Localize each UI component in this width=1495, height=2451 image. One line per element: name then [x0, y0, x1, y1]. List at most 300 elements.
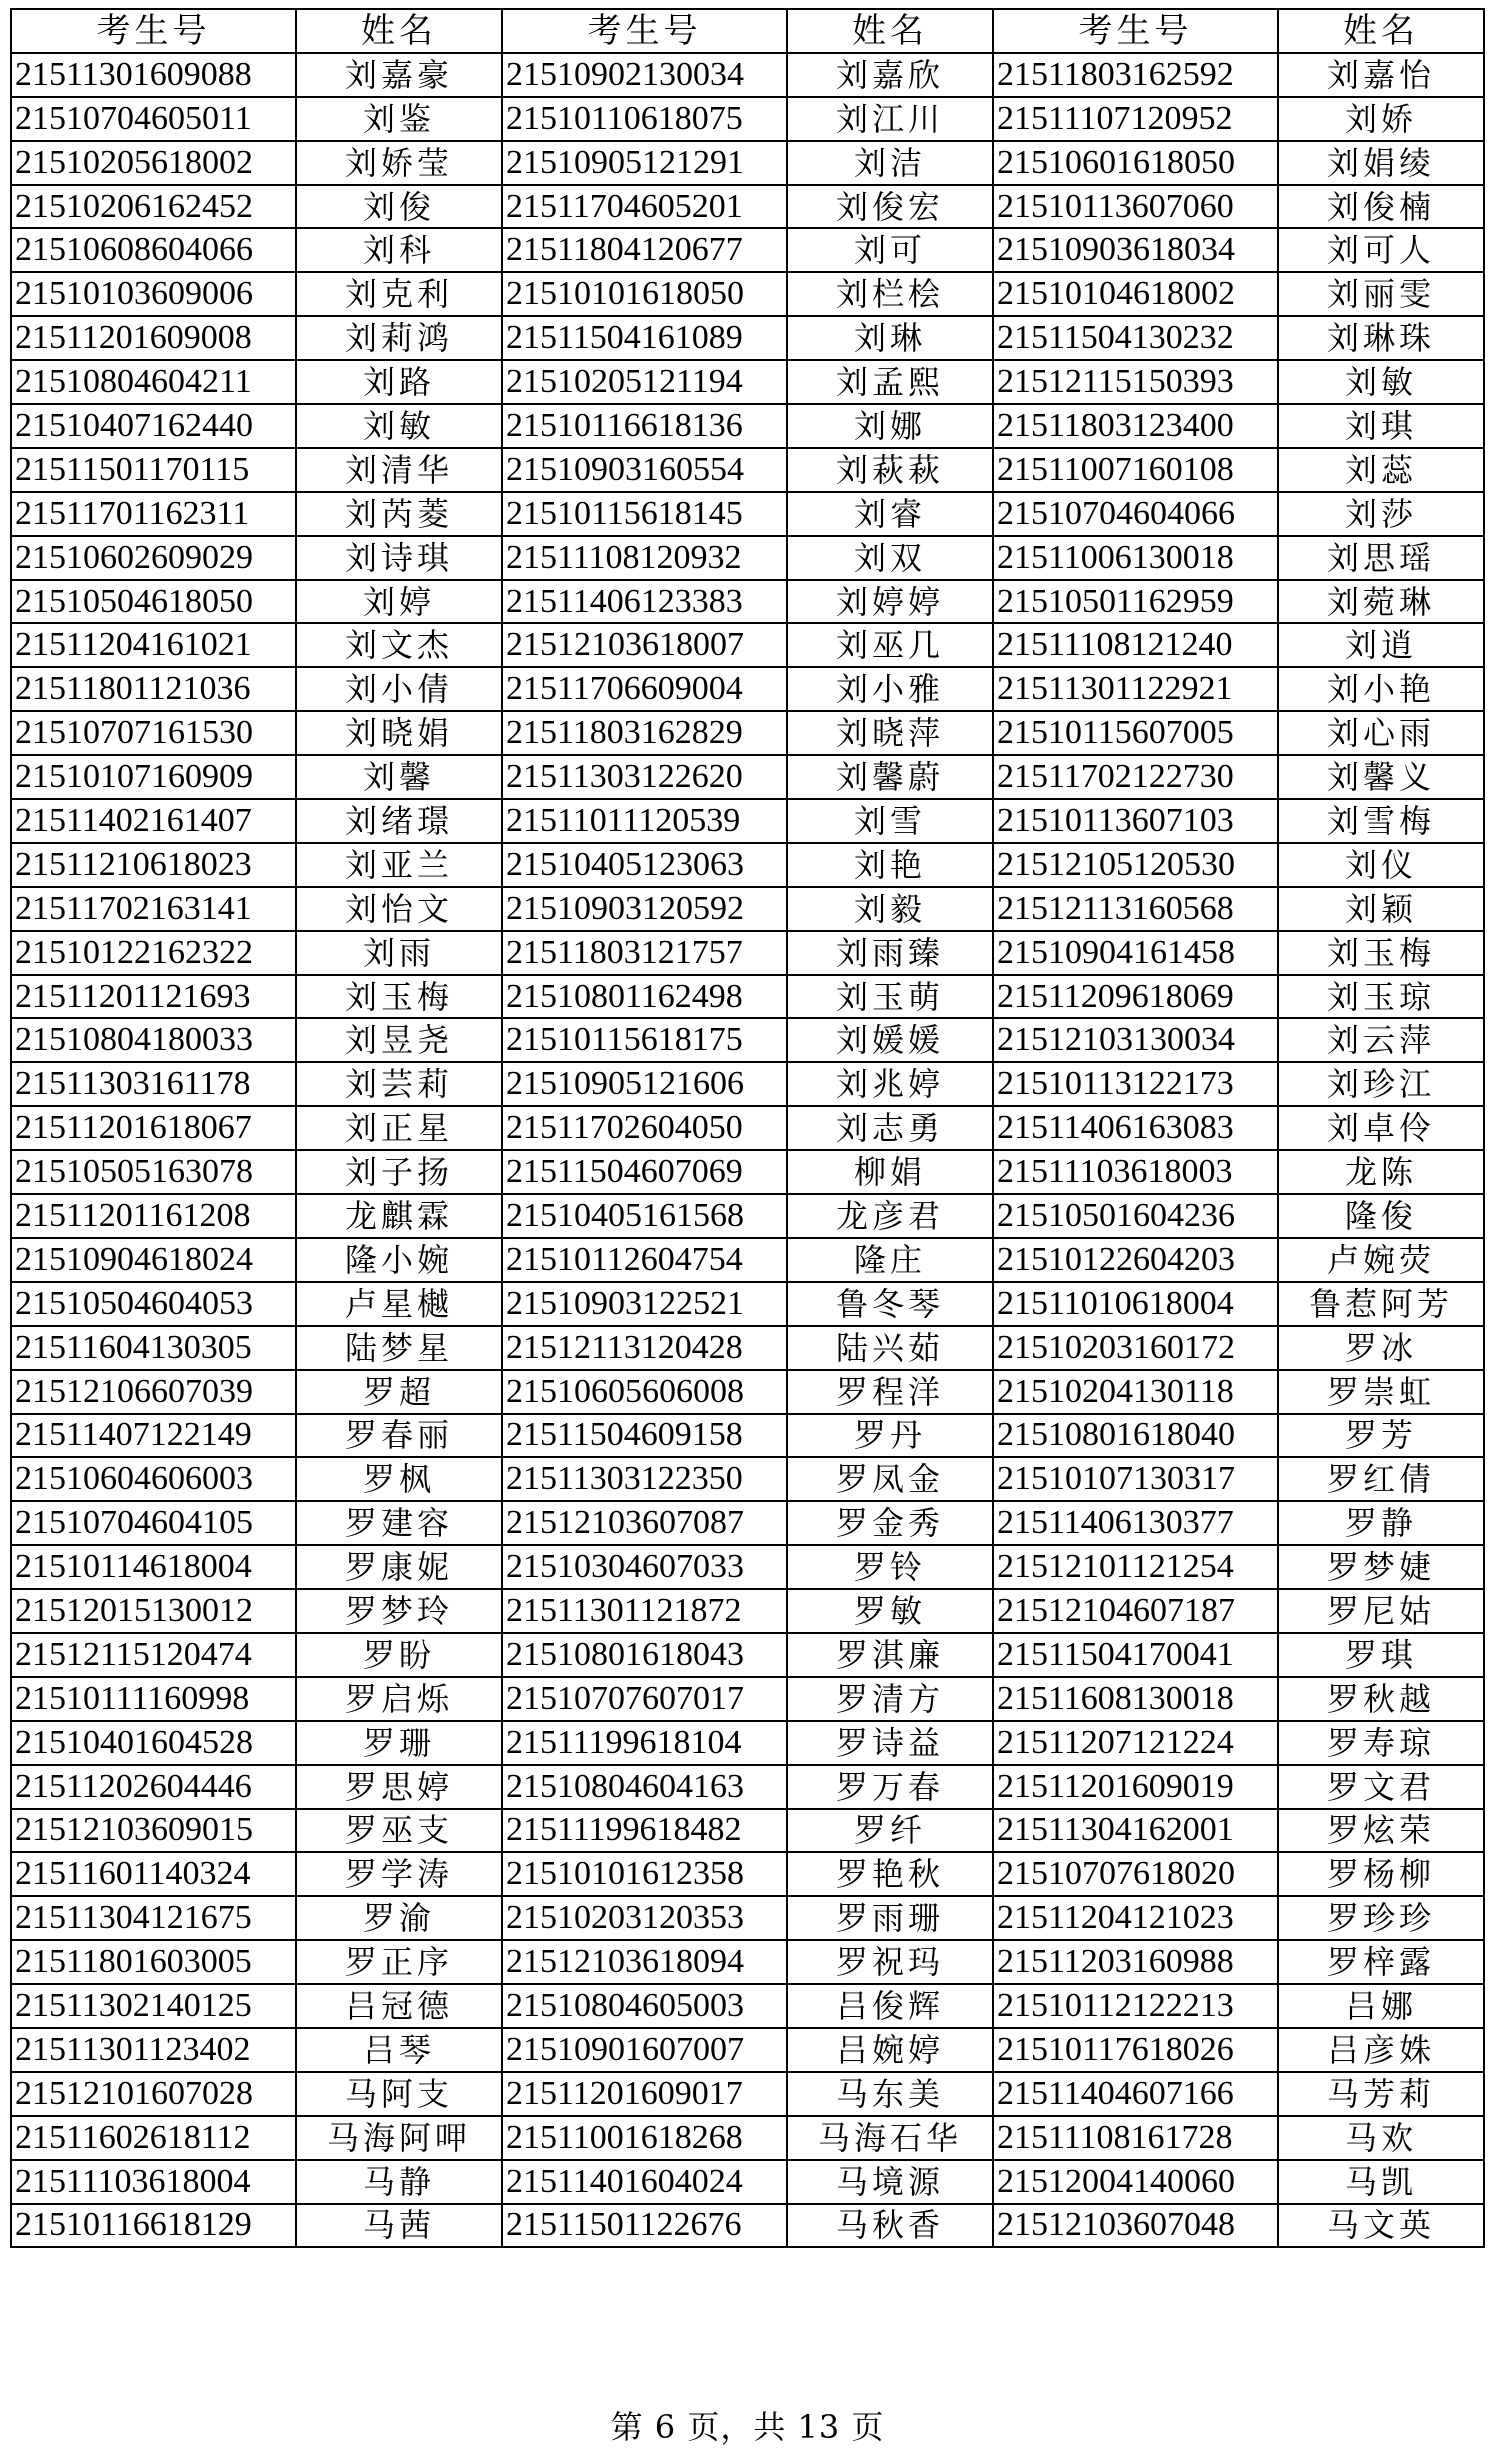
table-row [11, 141, 1484, 185]
header-name: 姓名 [296, 9, 502, 53]
candidate-name-cell: 刘婷 [296, 580, 502, 624]
candidate-name-cell: 刘洁 [787, 141, 993, 185]
candidate-name-cell: 刘云萍 [1278, 1018, 1484, 1062]
candidate-name-cell: 陆梦星 [296, 1326, 502, 1370]
header-name: 姓名 [1278, 9, 1484, 53]
exam-number-cell: 21510901607007 [502, 2028, 787, 2072]
candidate-name-cell: 吕琴 [296, 2028, 502, 2072]
exam-number-cell: 21510113607103 [993, 799, 1278, 843]
exam-number-cell: 21510704604066 [993, 492, 1278, 536]
exam-number-cell: 21511201609019 [993, 1765, 1278, 1809]
exam-number-cell: 21511201121693 [11, 975, 296, 1019]
candidate-name-cell: 刘仪 [1278, 843, 1484, 887]
exam-number-cell: 21510902130034 [502, 53, 787, 97]
table-body [11, 53, 1484, 2248]
exam-number-cell: 21510501162959 [993, 580, 1278, 624]
exam-number-cell: 21511303161178 [11, 1062, 296, 1106]
exam-number-cell: 21511406163083 [993, 1106, 1278, 1150]
exam-number-cell: 21511209618069 [993, 975, 1278, 1019]
table-row [11, 360, 1484, 404]
exam-number-cell: 21511302140125 [11, 1984, 296, 2028]
candidate-name-cell: 罗诗益 [787, 1721, 993, 1765]
candidate-name-cell: 刘芮菱 [296, 492, 502, 536]
candidate-name-cell: 刘诗琪 [296, 536, 502, 580]
candidate-name-cell: 罗寿琼 [1278, 1721, 1484, 1765]
exam-number-cell: 21511406130377 [993, 1501, 1278, 1545]
candidate-name-cell: 罗学涛 [296, 1852, 502, 1896]
exam-number-cell: 21511301121872 [502, 1589, 787, 1633]
table-row [11, 1633, 1484, 1677]
exam-number-cell: 21510112604754 [502, 1238, 787, 1282]
exam-number-cell: 21510903120592 [502, 887, 787, 931]
candidate-name-cell: 罗梦玲 [296, 1589, 502, 1633]
candidate-name-cell: 鲁惹阿芳 [1278, 1282, 1484, 1326]
candidate-name-cell: 刘莎 [1278, 492, 1484, 536]
exam-number-cell: 21510401604528 [11, 1721, 296, 1765]
table-row [11, 843, 1484, 887]
exam-number-cell: 21512101121254 [993, 1545, 1278, 1589]
candidate-name-cell: 刘俊 [296, 185, 502, 229]
exam-number-cell: 21511199618482 [502, 1809, 787, 1853]
candidate-name-cell: 刘萩萩 [787, 448, 993, 492]
candidate-name-cell: 罗冰 [1278, 1326, 1484, 1370]
exam-number-cell: 21511501170115 [11, 448, 296, 492]
exam-number-cell: 21510707607017 [502, 1677, 787, 1721]
exam-number-cell: 21511201609008 [11, 316, 296, 360]
candidate-name-cell: 刘娟绫 [1278, 141, 1484, 185]
candidate-name-cell: 马静 [296, 2160, 502, 2204]
candidate-name-cell: 刘绪璟 [296, 799, 502, 843]
candidate-name-cell: 刘科 [296, 228, 502, 272]
exam-number-cell: 21510115618175 [502, 1018, 787, 1062]
candidate-name-cell: 罗尼姑 [1278, 1589, 1484, 1633]
exam-number-cell: 21511304121675 [11, 1896, 296, 1940]
exam-number-cell: 21511108120932 [502, 536, 787, 580]
candidate-name-cell: 刘琳珠 [1278, 316, 1484, 360]
candidate-name-cell: 刘小艳 [1278, 667, 1484, 711]
candidate-name-cell: 刘嘉欣 [787, 53, 993, 97]
table-row [11, 185, 1484, 229]
exam-number-cell: 21511199618104 [502, 1721, 787, 1765]
candidate-name-cell: 刘媛媛 [787, 1018, 993, 1062]
exam-number-cell: 21510608604066 [11, 228, 296, 272]
candidate-name-cell: 罗金秀 [787, 1501, 993, 1545]
candidate-name-cell: 罗清方 [787, 1677, 993, 1721]
exam-number-cell: 21512103618094 [502, 1940, 787, 1984]
exam-number-cell: 21512101607028 [11, 2072, 296, 2116]
candidate-name-cell: 罗祝玛 [787, 1940, 993, 1984]
exam-number-cell: 21511007160108 [993, 448, 1278, 492]
exam-number-cell: 21510905121606 [502, 1062, 787, 1106]
exam-number-cell: 21510801162498 [502, 975, 787, 1019]
candidate-name-cell: 刘子扬 [296, 1150, 502, 1194]
candidate-name-cell: 刘克利 [296, 272, 502, 316]
table-row [11, 623, 1484, 667]
exam-number-cell: 21511501122676 [502, 2204, 787, 2248]
exam-number-cell: 21511706609004 [502, 667, 787, 711]
exam-number-cell: 21511602618112 [11, 2116, 296, 2160]
candidate-name-cell: 刘志勇 [787, 1106, 993, 1150]
exam-number-cell: 21510203160172 [993, 1326, 1278, 1370]
table-row [11, 1062, 1484, 1106]
candidate-name-cell: 刘莉鸿 [296, 316, 502, 360]
exam-number-cell: 21511803162592 [993, 53, 1278, 97]
table-row [11, 1370, 1484, 1414]
table-row [11, 1677, 1484, 1721]
candidate-name-cell: 罗铃 [787, 1545, 993, 1589]
exam-number-cell: 21510501604236 [993, 1194, 1278, 1238]
candidate-name-cell: 隆庄 [787, 1238, 993, 1282]
table-row [11, 2072, 1484, 2116]
exam-number-cell: 21512103618007 [502, 623, 787, 667]
exam-number-cell: 21512103607048 [993, 2204, 1278, 2248]
exam-number-cell: 21510205618002 [11, 141, 296, 185]
exam-number-cell: 21511504161089 [502, 316, 787, 360]
candidate-name-cell: 罗珊 [296, 1721, 502, 1765]
header-name: 姓名 [787, 9, 993, 53]
table-row [11, 97, 1484, 141]
candidate-name-cell: 罗康妮 [296, 1545, 502, 1589]
candidate-name-cell: 刘小雅 [787, 667, 993, 711]
exam-number-cell: 21510117618026 [993, 2028, 1278, 2072]
table-row [11, 53, 1484, 97]
candidate-name-cell: 刘巫几 [787, 623, 993, 667]
candidate-name-cell: 刘馨义 [1278, 755, 1484, 799]
exam-number-cell: 21510203120353 [502, 1896, 787, 1940]
exam-number-cell: 21512103607087 [502, 1501, 787, 1545]
exam-number-cell: 21512113120428 [502, 1326, 787, 1370]
candidate-name-cell: 马阿支 [296, 2072, 502, 2116]
exam-number-cell: 21511704605201 [502, 185, 787, 229]
candidate-name-cell: 刘逍 [1278, 623, 1484, 667]
exam-number-cell: 21510101618050 [502, 272, 787, 316]
exam-number-cell: 21510122162322 [11, 931, 296, 975]
exam-number-cell: 21511201161208 [11, 1194, 296, 1238]
candidate-name-cell: 刘敏 [1278, 360, 1484, 404]
exam-number-cell: 21511301609088 [11, 53, 296, 97]
table-row [11, 536, 1484, 580]
candidate-name-cell: 吕婉婷 [787, 2028, 993, 2072]
exam-number-cell: 21510103609006 [11, 272, 296, 316]
exam-number-cell: 21512115150393 [993, 360, 1278, 404]
exam-number-cell: 21511108161728 [993, 2116, 1278, 2160]
exam-number-cell: 21511608130018 [993, 1677, 1278, 1721]
exam-number-cell: 21511107120952 [993, 97, 1278, 141]
table-row [11, 1765, 1484, 1809]
exam-number-cell: 21511006130018 [993, 536, 1278, 580]
candidate-name-cell: 罗梦婕 [1278, 1545, 1484, 1589]
exam-number-cell: 21511201609017 [502, 2072, 787, 2116]
table-row [11, 1721, 1484, 1765]
exam-number-cell: 21511504130232 [993, 316, 1278, 360]
candidate-name-cell: 刘馨蔚 [787, 755, 993, 799]
exam-number-cell: 21511011120539 [502, 799, 787, 843]
exam-number-cell: 21511010618004 [993, 1282, 1278, 1326]
exam-number-cell: 21512105120530 [993, 843, 1278, 887]
exam-number-cell: 21512103609015 [11, 1809, 296, 1853]
exam-number-cell: 21510804605003 [502, 1984, 787, 2028]
candidate-name-cell: 吕彦姝 [1278, 2028, 1484, 2072]
exam-number-cell: 21510903160554 [502, 448, 787, 492]
candidate-name-cell: 刘卓伶 [1278, 1106, 1484, 1150]
candidate-name-cell: 陆兴茹 [787, 1326, 993, 1370]
candidate-name-cell: 刘馨 [296, 755, 502, 799]
candidate-name-cell: 罗静 [1278, 1501, 1484, 1545]
table-row [11, 448, 1484, 492]
table-row [11, 1018, 1484, 1062]
table-row [11, 404, 1484, 448]
candidate-name-cell: 刘可 [787, 228, 993, 272]
exam-number-cell: 21510405123063 [502, 843, 787, 887]
candidate-name-cell: 刘娇莹 [296, 141, 502, 185]
table-row [11, 1852, 1484, 1896]
exam-number-cell: 21512103130034 [993, 1018, 1278, 1062]
exam-number-cell: 21511401604024 [502, 2160, 787, 2204]
candidate-name-cell: 马东美 [787, 2072, 993, 2116]
table-row [11, 1809, 1484, 1853]
exam-number-cell: 21511301123402 [11, 2028, 296, 2072]
exam-number-cell: 21510205121194 [502, 360, 787, 404]
exam-number-cell: 21511702604050 [502, 1106, 787, 1150]
exam-number-cell: 21510505163078 [11, 1150, 296, 1194]
candidate-name-cell: 刘雨 [296, 931, 502, 975]
candidate-name-cell: 刘雪梅 [1278, 799, 1484, 843]
exam-number-cell: 21511504170041 [993, 1633, 1278, 1677]
candidate-name-cell: 罗梓露 [1278, 1940, 1484, 1984]
candidate-name-cell: 罗正序 [296, 1940, 502, 1984]
exam-number-cell: 21511204121023 [993, 1896, 1278, 1940]
table-row [11, 755, 1484, 799]
table-row [11, 1106, 1484, 1150]
candidate-name-cell: 刘小倩 [296, 667, 502, 711]
exam-number-cell: 21510113607060 [993, 185, 1278, 229]
candidate-name-cell: 罗建容 [296, 1501, 502, 1545]
exam-number-cell: 21510904618024 [11, 1238, 296, 1282]
candidate-name-cell: 刘琳 [787, 316, 993, 360]
exam-number-cell: 21512015130012 [11, 1589, 296, 1633]
exam-number-cell: 21510204130118 [993, 1370, 1278, 1414]
exam-number-cell: 21510107160909 [11, 755, 296, 799]
table-row [11, 1282, 1484, 1326]
exam-number-cell: 21511303122350 [502, 1457, 787, 1501]
exam-number-cell: 21510801618043 [502, 1633, 787, 1677]
exam-number-cell: 21510115618145 [502, 492, 787, 536]
exam-number-cell: 21510707161530 [11, 711, 296, 755]
exam-number-cell: 21511504607069 [502, 1150, 787, 1194]
table-row [11, 1545, 1484, 1589]
candidate-name-cell: 刘文杰 [296, 623, 502, 667]
exam-number-cell: 21510804604211 [11, 360, 296, 404]
table-row [11, 272, 1484, 316]
candidate-name-cell: 罗淇廉 [787, 1633, 993, 1677]
candidate-name-cell: 刘路 [296, 360, 502, 404]
exam-number-cell: 21510114618004 [11, 1545, 296, 1589]
table-row [11, 580, 1484, 624]
candidate-name-cell: 罗红倩 [1278, 1457, 1484, 1501]
exam-number-cell: 21510504618050 [11, 580, 296, 624]
table-row [11, 1150, 1484, 1194]
candidate-name-cell: 隆小婉 [296, 1238, 502, 1282]
exam-number-cell: 21511604130305 [11, 1326, 296, 1370]
candidate-name-cell: 罗盼 [296, 1633, 502, 1677]
exam-number-cell: 21511103618003 [993, 1150, 1278, 1194]
candidate-name-cell: 刘琪 [1278, 404, 1484, 448]
candidate-name-cell: 罗思婷 [296, 1765, 502, 1809]
candidate-name-cell: 马芳莉 [1278, 2072, 1484, 2116]
candidate-name-cell: 罗琪 [1278, 1633, 1484, 1677]
candidate-name-cell: 刘怡文 [296, 887, 502, 931]
table-row [11, 1589, 1484, 1633]
candidate-name-cell: 马海阿呷 [296, 2116, 502, 2160]
exam-number-cell: 21511801121036 [11, 667, 296, 711]
candidate-name-cell: 刘昱尧 [296, 1018, 502, 1062]
exam-number-cell: 21510104618002 [993, 272, 1278, 316]
exam-number-cell: 21511407122149 [11, 1414, 296, 1458]
table-row [11, 1984, 1484, 2028]
exam-number-cell: 21511701162311 [11, 492, 296, 536]
candidate-name-cell: 吕俊辉 [787, 1984, 993, 2028]
exam-number-cell: 21510704605011 [11, 97, 296, 141]
candidate-name-cell: 刘晓萍 [787, 711, 993, 755]
roster-sheet [10, 8, 1482, 2248]
exam-number-cell: 21511108121240 [993, 623, 1278, 667]
candidate-name-cell: 马秋香 [787, 2204, 993, 2248]
exam-number-cell: 21511304162001 [993, 1809, 1278, 1853]
exam-number-cell: 21510605606008 [502, 1370, 787, 1414]
candidate-name-cell: 马文英 [1278, 2204, 1484, 2248]
candidate-name-cell: 刘娜 [787, 404, 993, 448]
candidate-name-cell: 柳娟 [787, 1150, 993, 1194]
candidate-name-cell: 刘珍江 [1278, 1062, 1484, 1106]
candidate-name-cell: 刘婷婷 [787, 580, 993, 624]
exam-number-cell: 21511202604446 [11, 1765, 296, 1809]
exam-number-cell: 21511803162829 [502, 711, 787, 755]
candidate-name-cell: 刘艳 [787, 843, 993, 887]
table-row [11, 975, 1484, 1019]
exam-number-cell: 21512115120474 [11, 1633, 296, 1677]
candidate-name-cell: 罗纤 [787, 1809, 993, 1853]
table-row [11, 1238, 1484, 1282]
exam-number-cell: 21510122604203 [993, 1238, 1278, 1282]
exam-number-cell: 21510704604105 [11, 1501, 296, 1545]
exam-number-cell: 21511210618023 [11, 843, 296, 887]
candidate-name-cell: 刘心雨 [1278, 711, 1484, 755]
candidate-name-cell: 罗万春 [787, 1765, 993, 1809]
candidate-name-cell: 刘晓娟 [296, 711, 502, 755]
table-row [11, 1940, 1484, 1984]
candidate-name-cell: 刘孟熙 [787, 360, 993, 404]
exam-number-cell: 21511404607166 [993, 2072, 1278, 2116]
candidate-name-cell: 刘亚兰 [296, 843, 502, 887]
candidate-name-cell: 刘鉴 [296, 97, 502, 141]
header-row [11, 9, 1484, 53]
table-row [11, 2028, 1484, 2072]
exam-number-cell: 21511301122921 [993, 667, 1278, 711]
exam-number-cell: 21511803121757 [502, 931, 787, 975]
exam-number-cell: 21511203160988 [993, 1940, 1278, 1984]
candidate-name-cell: 刘颖 [1278, 887, 1484, 931]
candidate-name-cell: 罗雨珊 [787, 1896, 993, 1940]
table-row [11, 492, 1484, 536]
candidate-name-cell: 罗枫 [296, 1457, 502, 1501]
candidate-name-cell: 罗炫荣 [1278, 1809, 1484, 1853]
table-row [11, 1414, 1484, 1458]
candidate-name-cell: 龙彦君 [787, 1194, 993, 1238]
exam-number-cell: 21511303122620 [502, 755, 787, 799]
exam-number-cell: 21511103618004 [11, 2160, 296, 2204]
exam-number-cell: 21512106607039 [11, 1370, 296, 1414]
candidate-name-cell: 罗丹 [787, 1414, 993, 1458]
candidate-name-cell: 刘兆婷 [787, 1062, 993, 1106]
table-row [11, 1326, 1484, 1370]
candidate-name-cell: 卢星樾 [296, 1282, 502, 1326]
exam-number-cell: 21510206162452 [11, 185, 296, 229]
table-row [11, 1501, 1484, 1545]
exam-number-cell: 21511702163141 [11, 887, 296, 931]
table-row [11, 228, 1484, 272]
table-row [11, 2204, 1484, 2248]
exam-number-cell: 21510110618075 [502, 97, 787, 141]
candidate-name-cell: 刘毅 [787, 887, 993, 931]
exam-number-cell: 21510601618050 [993, 141, 1278, 185]
exam-number-cell: 21511801603005 [11, 1940, 296, 1984]
candidate-name-cell: 罗程洋 [787, 1370, 993, 1414]
candidate-table [10, 8, 1485, 2248]
exam-number-cell: 21510116618136 [502, 404, 787, 448]
exam-number-cell: 21510707618020 [993, 1852, 1278, 1896]
candidate-name-cell: 罗艳秋 [787, 1852, 993, 1896]
table-row [11, 711, 1484, 755]
candidate-name-cell: 刘芸莉 [296, 1062, 502, 1106]
candidate-name-cell: 刘思瑶 [1278, 536, 1484, 580]
candidate-name-cell: 罗渝 [296, 1896, 502, 1940]
candidate-name-cell: 刘可人 [1278, 228, 1484, 272]
candidate-name-cell: 刘雨臻 [787, 931, 993, 975]
candidate-name-cell: 马凯 [1278, 2160, 1484, 2204]
table-row [11, 2160, 1484, 2204]
candidate-name-cell: 刘玉梅 [296, 975, 502, 1019]
exam-number-cell: 21511001618268 [502, 2116, 787, 2160]
candidate-name-cell: 罗杨柳 [1278, 1852, 1484, 1896]
exam-number-cell: 21510111160998 [11, 1677, 296, 1721]
candidate-name-cell: 刘雪 [787, 799, 993, 843]
exam-number-cell: 21510905121291 [502, 141, 787, 185]
candidate-name-cell: 马境源 [787, 2160, 993, 2204]
table-header [11, 9, 1484, 53]
table-row [11, 2116, 1484, 2160]
candidate-name-cell: 卢婉荧 [1278, 1238, 1484, 1282]
candidate-name-cell: 罗秋越 [1278, 1677, 1484, 1721]
exam-number-cell: 21510904161458 [993, 931, 1278, 975]
exam-number-cell: 21510101612358 [502, 1852, 787, 1896]
exam-number-cell: 21511803123400 [993, 404, 1278, 448]
exam-number-cell: 21511504609158 [502, 1414, 787, 1458]
exam-number-cell: 21510804604163 [502, 1765, 787, 1809]
header-exam-number: 考生号 [11, 9, 296, 53]
candidate-name-cell: 罗启烁 [296, 1677, 502, 1721]
table-row [11, 1457, 1484, 1501]
exam-number-cell: 21511207121224 [993, 1721, 1278, 1765]
candidate-name-cell: 刘蕊 [1278, 448, 1484, 492]
candidate-name-cell: 隆俊 [1278, 1194, 1484, 1238]
candidate-name-cell: 刘嘉豪 [296, 53, 502, 97]
candidate-name-cell: 刘嘉怡 [1278, 53, 1484, 97]
candidate-name-cell: 马茜 [296, 2204, 502, 2248]
table-row [11, 887, 1484, 931]
exam-number-cell: 21512113160568 [993, 887, 1278, 931]
candidate-name-cell: 刘敏 [296, 404, 502, 448]
candidate-name-cell: 刘清华 [296, 448, 502, 492]
